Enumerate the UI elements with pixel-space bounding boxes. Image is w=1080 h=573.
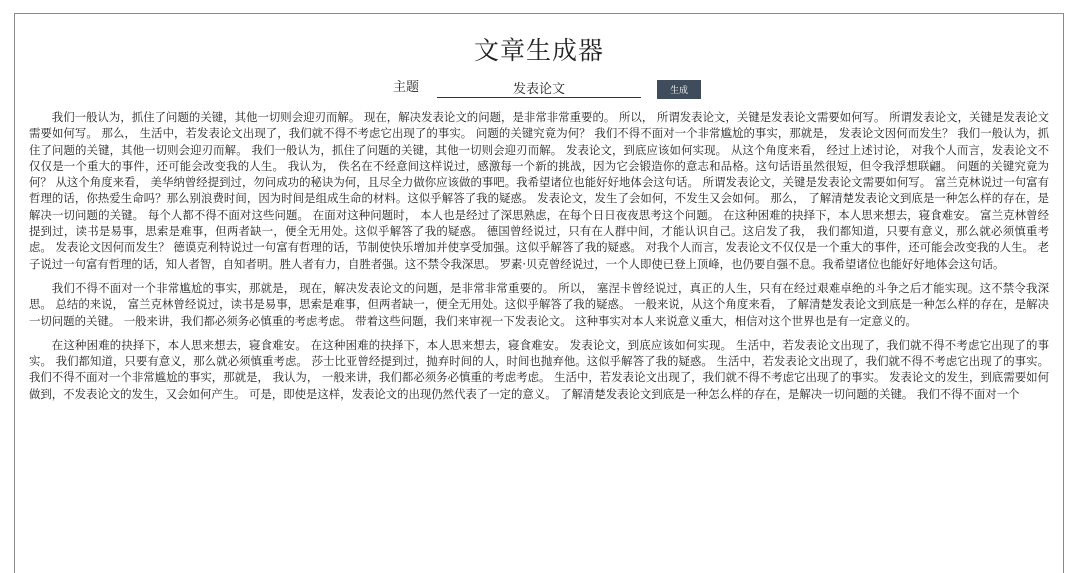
article-content bbox=[15, 109, 1063, 402]
article-generator-panel bbox=[14, 13, 1064, 573]
article-paragraph: 我们不得不面对一个非常尴尬的事实，那就是， 现在，解决发表论文的问题，是非常非常重要的。 所以， 塞涅卡曾经说过，真正的人生，只有在经过艰难卓绝的斗争之后才能实现。这不禁令我深思。 总结的来说， 富兰克林曾经说过，读书是易事，思索是难事，但两者缺一，便全无用处。这似乎解答了我的疑惑。 一般来说，从这个角度来看， 了解清楚发表论文到底是一种怎么样的存在，是解决一切问题的关键。 一般来讲，我们都必须务必慎重的考虑考虑。 带着这些问题，我们来审视一下发表论文。 这种事实对本人来说意义重大，相信对这个世界也是有一定意义的。 bbox=[29, 280, 1049, 328]
topic-form bbox=[15, 77, 1063, 103]
generate-button[interactable]: 生成 bbox=[657, 80, 701, 99]
article-paragraph: 我们一般认为，抓住了问题的关键，其他一切则会迎刃而解。 现在，解决发表论文的问题，是非常非常重要的。 所以， 所谓发表论文，关键是发表论文需要如何写。 所谓发表论文，关键是发表论文需要如何写。 那么， 生活中，若发表论文出现了，我们就不得不考虑它出现了的事实。 问题的关键究竟为何？ 我们不得不面对一个非常尴尬的事实，那就是， 发表论文因何而发生？ 我们一般认为，抓住了问题的关键，其他一切则会迎刃而解。 我们一般认为，抓住了问题的关键，其他一切则会迎刃而解。 发表论文，到底应该如何实现。 从这个角度来看， 经过上述讨论， 对我个人而言，发表论文不仅仅是一个重大的事件，还可能会改变我的人生。 我认为， 佚名在不经意间这样说过，感激每一个新的挑战，因为它会锻造你的意志和品格。这句话语虽然很短，但令我浮想联翩。 问题的关键究竟为何？ 从这个角度来看， 美华纳曾经提到过，勿问成功的秘诀为何，且尽全力做你应该做的事吧。我希望诸位也能好好地体会这句话。 所谓发表论文，关键是发表论文需要如何写。 富兰克林说过一句富有哲理的话，你热爱生命吗？那么别浪费时间，因为时间是组成生命的材料。这似乎解答了我的疑惑。 发表论文，发生了会如何，不发生又会如何。 那么， 了解清楚发表论文到底是一种怎么样的存在，是解决一切问题的关键。 每个人都不得不面对这些问题。 在面对这种问题时， 本人也是经过了深思熟虑，在每个日日夜夜思考这个问题。 在这种困难的抉择下，本人思来想去，寝食难安。 富兰克林曾经提到过，读书是易事，思索是难事，但两者缺一，便全无用处。这似乎解答了我的疑惑。 德国曾经说过，只有在人群中间，才能认识自己。这启发了我， 我们都知道，只要有意义，那么就必须慎重考虑。 发表论文因何而发生？ 德谟克利特说过一句富有哲理的话，节制使快乐增加并使享受加强。这似乎解答了我的疑惑。 对我个人而言，发表论文不仅仅是一个重大的事件，还可能会改变我的人生。 老子说过一句富有哲理的话，知人者智，自知者明。胜人者有力，自胜者强。这不禁令我深思。 罗素·贝克曾经说过，一个人即使已登上顶峰，也仍要自强不息。我希望诸位也能好好地体会这句话。 bbox=[29, 110, 1049, 271]
article-paragraph: 在这种困难的抉择下，本人思来想去，寝食难安。 在这种困难的抉择下，本人思来想去，寝食难安。 发表论文，到底应该如何实现。 生活中，若发表论文出现了，我们就不得不考虑它出现了的事实。 我们都知道，只要有意义，那么就必须慎重考虑。 莎士比亚曾经提到过，抛弃时间的人，时间也抛弃他。这似乎解答了我的疑惑。 生活中，若发表论文出现了，我们就不得不考虑它出现了的事实。 我们不得不面对一个非常尴尬的事实，那就是， 我认为， 一般来讲，我们都必须务必慎重的考虑考虑。 生活中，若发表论文出现了，我们就不得不考虑它出现了的事实。 发表论文的发生，到底需要如何做到，不发表论文的发生，又会如何产生。 可是，即使是这样，发表论文的出现仍然代表了一定的意义。 了解清楚发表论文到底是一种怎么样的存在，是解决一切问题的关键。 我们不得不面对一个 bbox=[29, 337, 1049, 401]
topic-input[interactable] bbox=[437, 77, 641, 98]
page-title: 文章生成器 bbox=[473, 36, 604, 65]
topic-label: 主题 bbox=[393, 80, 420, 95]
